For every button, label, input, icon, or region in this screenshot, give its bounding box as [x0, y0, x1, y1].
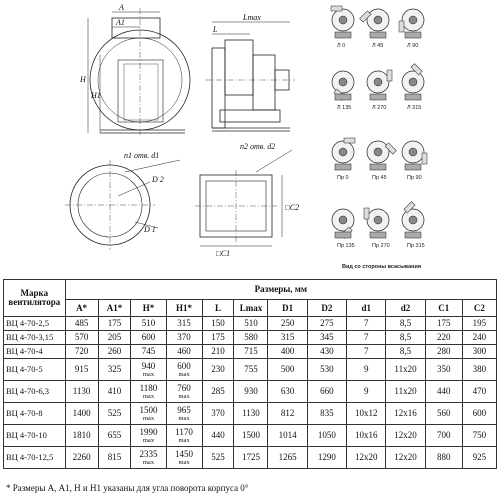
value-qualifier: max	[178, 370, 190, 378]
value-qualifier: max	[142, 392, 155, 400]
column-header: C1	[425, 300, 462, 317]
value-text: 925	[472, 452, 487, 462]
rotation-position-thumb	[332, 138, 355, 181]
value-text: 2260	[72, 452, 91, 462]
value-cell	[131, 345, 166, 359]
value-cell	[202, 381, 234, 403]
value-text: 715	[244, 346, 258, 356]
value-text: 720	[74, 346, 89, 356]
value-cell	[98, 381, 131, 403]
value-cell	[386, 345, 425, 359]
value-cell	[386, 317, 425, 331]
value-cell	[131, 331, 166, 345]
rotation-position-thumb	[399, 9, 424, 49]
value-text: 965	[177, 404, 191, 415]
value-cell	[65, 317, 98, 331]
round-flange-drawing	[65, 160, 180, 250]
rotation-position-label: Л 135	[337, 105, 352, 111]
value-cell	[425, 403, 462, 425]
value-cell	[425, 381, 462, 403]
value-cell	[268, 447, 307, 469]
value-cell	[98, 425, 131, 447]
value-text: 315	[280, 332, 295, 342]
value-cell	[462, 359, 496, 381]
value-cell	[347, 425, 386, 447]
value-text: 12x20	[394, 452, 417, 462]
value-text: 370	[211, 408, 225, 418]
value-cell	[131, 403, 166, 425]
column-header: H1*	[166, 300, 202, 317]
rotation-position-label: Л 270	[372, 105, 387, 111]
column-headers	[4, 300, 497, 317]
value-cell	[234, 317, 268, 331]
value-text: 812	[280, 408, 295, 418]
value-cell	[268, 317, 307, 331]
value-text: 1500	[241, 430, 260, 440]
model-name-cell: ВЦ 4-70-5	[4, 359, 66, 381]
column-header: D2	[307, 300, 346, 317]
value-cell	[347, 345, 386, 359]
rotation-position-label: Пр 315	[407, 243, 425, 249]
value-text: 1265	[278, 452, 297, 462]
value-text: 760	[177, 382, 191, 393]
dim-label-l: L	[213, 25, 218, 34]
value-cell	[166, 345, 202, 359]
value-text: 12x20	[354, 452, 378, 462]
value-text: 11x20	[394, 364, 417, 374]
column-header: C2	[462, 300, 496, 317]
value-cell	[166, 447, 202, 469]
value-text: 380	[472, 364, 487, 374]
value-text: 525	[107, 408, 122, 418]
value-text: 8,5	[399, 332, 412, 342]
value-text: 660	[320, 386, 334, 396]
rotation-position-thumb	[402, 141, 427, 181]
dim-label-h1: H1	[91, 91, 101, 100]
value-cell	[347, 447, 386, 469]
value-cell	[425, 317, 462, 331]
value-cell	[268, 359, 307, 381]
value-text: 10x12	[354, 408, 378, 418]
value-cell	[347, 317, 386, 331]
value-cell	[268, 331, 307, 345]
value-cell	[131, 447, 166, 469]
dim-label-c2: □C2	[285, 203, 300, 212]
value-text: 8,5	[399, 346, 412, 356]
value-text: 430	[320, 346, 334, 356]
value-text: 630	[280, 386, 295, 396]
model-name-cell: ВЦ 4-70-6,3	[4, 381, 66, 403]
value-text: 560	[436, 408, 451, 418]
header-dimensions: Размеры, мм	[65, 280, 496, 300]
value-cell	[307, 447, 346, 469]
value-cell	[307, 345, 346, 359]
value-cell	[462, 403, 496, 425]
rotation-position-thumb	[397, 64, 431, 111]
value-cell	[425, 359, 462, 381]
value-cell	[98, 359, 131, 381]
column-header: L	[202, 300, 234, 317]
positions-caption: Вид со стороны всасывания	[342, 264, 422, 270]
model-name-cell: ВЦ 4-70-3,15	[4, 331, 66, 345]
value-cell	[462, 447, 496, 469]
value-cell	[166, 317, 202, 331]
value-cell	[462, 381, 496, 403]
rotation-position-thumb	[367, 70, 392, 111]
value-cell	[268, 403, 307, 425]
value-text: 755	[244, 364, 258, 374]
value-text: 600	[141, 332, 156, 342]
value-cell	[98, 317, 131, 331]
value-text: 175	[436, 318, 451, 328]
column-header: Lmax	[234, 300, 268, 317]
dimensions-table-wrapper	[3, 279, 497, 469]
value-cell	[65, 331, 98, 345]
value-text: 600	[177, 360, 191, 371]
value-text: 410	[107, 386, 122, 396]
value-text: 1810	[72, 430, 91, 440]
value-text: 1170	[175, 426, 193, 437]
value-text: 175	[107, 318, 122, 328]
value-text: 325	[107, 364, 122, 374]
model-name-cell: ВЦ 4-70-2,5	[4, 317, 66, 331]
value-text: 485	[74, 318, 89, 328]
value-cell	[386, 359, 425, 381]
value-cell	[347, 381, 386, 403]
rotation-positions	[325, 2, 430, 249]
value-cell	[202, 345, 234, 359]
value-qualifier: max	[178, 414, 190, 422]
value-text: 315	[177, 318, 191, 328]
value-cell	[425, 331, 462, 345]
value-cell	[234, 447, 268, 469]
table-row	[4, 345, 497, 359]
value-text: 370	[177, 332, 191, 342]
value-cell	[131, 317, 166, 331]
value-cell	[202, 359, 234, 381]
value-text: 12x20	[394, 430, 417, 440]
column-header: d2	[386, 300, 425, 317]
value-cell	[347, 331, 386, 345]
value-cell	[234, 381, 268, 403]
value-qualifier: max	[142, 436, 155, 444]
value-cell	[462, 425, 496, 447]
value-text: 525	[211, 452, 225, 462]
value-cell	[462, 331, 496, 345]
value-cell	[347, 403, 386, 425]
value-cell	[386, 447, 425, 469]
value-text: 12x16	[394, 408, 417, 418]
value-text: 510	[244, 318, 258, 328]
value-text: 205	[107, 332, 122, 342]
value-text: 345	[320, 332, 334, 342]
value-cell	[425, 447, 462, 469]
table-row	[4, 331, 497, 345]
value-qualifier: max	[142, 414, 155, 422]
value-text: 745	[141, 346, 156, 356]
value-text: 460	[177, 346, 191, 356]
dim-label-n1: n1 отв. d1	[124, 151, 160, 160]
value-qualifier: max	[178, 458, 190, 466]
value-cell	[98, 331, 131, 345]
table-row	[4, 425, 497, 447]
value-text: 470	[472, 386, 487, 396]
model-name-cell: ВЦ 4-70-12,5	[4, 447, 66, 469]
model-name-cell: ВЦ 4-70-8	[4, 403, 66, 425]
dim-label-n2: n2 отв. d2	[240, 142, 276, 151]
value-text: 9	[363, 364, 369, 374]
value-cell	[307, 359, 346, 381]
model-name-cell: ВЦ 4-70-4	[4, 345, 66, 359]
dim-label-c1: □C1	[216, 249, 231, 258]
column-header: d1	[347, 300, 386, 317]
value-text: 510	[141, 318, 156, 328]
rotation-position-label: Пр 270	[372, 243, 390, 249]
value-text: 570	[74, 332, 89, 342]
value-text: 1130	[72, 386, 91, 396]
value-qualifier: max	[142, 370, 155, 378]
value-cell	[202, 317, 234, 331]
value-text: 8,5	[399, 318, 412, 328]
dim-label-h: H	[80, 75, 86, 84]
value-cell	[202, 331, 234, 345]
value-cell	[462, 345, 496, 359]
value-text: 1990	[139, 426, 158, 437]
dim-label-d1: D 1	[144, 225, 156, 234]
value-cell	[65, 403, 98, 425]
value-cell	[386, 331, 425, 345]
value-text: 600	[472, 408, 487, 418]
footnote: * Размеры А, А1, Н и Н1 указаны для угла поворота корпуса 0°	[6, 483, 249, 493]
value-text: 835	[320, 408, 334, 418]
side-view-drawing	[205, 22, 295, 131]
value-text: 400	[280, 346, 295, 356]
table-row	[4, 359, 497, 381]
value-text: 580	[244, 332, 258, 342]
rotation-position-label: Пр 0	[337, 175, 349, 181]
value-cell	[65, 425, 98, 447]
value-text: 1050	[317, 430, 336, 440]
value-text: 250	[280, 318, 295, 328]
square-flange-drawing	[195, 150, 292, 246]
value-text: 175	[211, 332, 225, 342]
rotation-position-thumb	[364, 208, 390, 249]
column-header: H*	[131, 300, 166, 317]
value-text: 150	[211, 318, 225, 328]
dimensions-table	[3, 279, 497, 469]
value-cell	[307, 381, 346, 403]
value-text: 1725	[241, 452, 260, 462]
value-text: 440	[211, 430, 225, 440]
value-cell	[202, 447, 234, 469]
table-row	[4, 381, 497, 403]
value-cell	[386, 381, 425, 403]
value-cell	[234, 345, 268, 359]
value-cell	[166, 331, 202, 345]
value-text: 2335	[139, 448, 158, 459]
value-text: 300	[472, 346, 487, 356]
rotation-position-label: Л 0	[337, 43, 346, 49]
value-cell	[65, 381, 98, 403]
dim-label-a1: A1	[116, 18, 125, 27]
value-cell	[202, 403, 234, 425]
rotation-position-label: Пр 135	[337, 243, 355, 249]
value-qualifier: max	[178, 392, 190, 400]
value-text: 240	[472, 332, 487, 342]
value-cell	[307, 403, 346, 425]
value-cell	[234, 331, 268, 345]
value-text: 1450	[175, 448, 194, 459]
rotation-position-label: Л 90	[407, 43, 419, 49]
dim-label-d2: D 2	[152, 175, 164, 184]
value-cell	[65, 359, 98, 381]
value-text: 530	[320, 364, 334, 374]
value-text: 285	[211, 386, 225, 396]
value-cell	[386, 425, 425, 447]
table-row	[4, 317, 497, 331]
value-cell	[425, 425, 462, 447]
value-text: 195	[472, 318, 487, 328]
value-cell	[98, 447, 131, 469]
value-qualifier: max	[178, 436, 190, 444]
value-text: 350	[436, 364, 451, 374]
value-text: 880	[436, 452, 451, 462]
value-cell	[234, 425, 268, 447]
value-cell	[166, 359, 202, 381]
rotation-position-label: Пр 45	[372, 175, 387, 181]
rotation-position-thumb	[325, 66, 359, 111]
model-name-cell: ВЦ 4-70-10	[4, 425, 66, 447]
value-text: 7	[363, 346, 369, 356]
rotation-position-thumb	[362, 134, 396, 181]
value-cell	[347, 359, 386, 381]
value-cell	[131, 425, 166, 447]
front-view-drawing	[88, 8, 190, 135]
column-header: A1*	[98, 300, 131, 317]
value-text: 10x16	[354, 430, 378, 440]
rotation-position-thumb	[395, 202, 429, 249]
value-cell	[234, 359, 268, 381]
value-cell	[307, 331, 346, 345]
rotation-position-label: Л 45	[372, 43, 384, 49]
table-row	[4, 447, 497, 469]
value-text: 280	[436, 346, 451, 356]
rotation-position-thumb	[327, 204, 361, 249]
rotation-position-label: Пр 90	[407, 175, 422, 181]
value-cell	[268, 381, 307, 403]
value-text: 7	[363, 332, 369, 342]
value-cell	[65, 447, 98, 469]
value-text: 11x20	[394, 386, 417, 396]
value-text: 1290	[317, 452, 336, 462]
value-text: 1400	[72, 408, 91, 418]
value-text: 915	[74, 364, 89, 374]
value-text: 220	[436, 332, 451, 342]
column-header: A*	[65, 300, 98, 317]
value-text: 500	[280, 364, 295, 374]
value-cell	[98, 345, 131, 359]
value-cell	[166, 425, 202, 447]
column-header: D1	[268, 300, 307, 317]
dim-label-lmax: Lmax	[243, 13, 261, 22]
value-cell	[234, 403, 268, 425]
header-model: Марка вентилятора	[4, 280, 66, 317]
value-text: 930	[244, 386, 258, 396]
value-text: 7	[363, 318, 369, 328]
value-text: 1130	[242, 408, 260, 418]
value-text: 1500	[139, 404, 158, 415]
value-cell	[307, 317, 346, 331]
table-row	[4, 403, 497, 425]
value-cell	[307, 425, 346, 447]
value-cell	[386, 403, 425, 425]
value-text: 1014	[278, 430, 297, 440]
value-cell	[462, 317, 496, 331]
value-cell	[166, 403, 202, 425]
value-text: 440	[436, 386, 451, 396]
value-cell	[268, 345, 307, 359]
value-text: 210	[211, 346, 225, 356]
value-text: 940	[141, 360, 156, 371]
value-text: 260	[107, 346, 122, 356]
value-cell	[131, 381, 166, 403]
value-text: 1180	[139, 382, 158, 393]
table-body	[4, 317, 497, 469]
rotation-position-label: Л 315	[407, 105, 422, 111]
dim-label-a: A	[119, 3, 124, 12]
rotation-position-thumb	[360, 2, 394, 49]
value-cell	[98, 403, 131, 425]
value-text: 815	[107, 452, 122, 462]
value-text: 9	[363, 386, 369, 396]
value-text: 750	[472, 430, 487, 440]
value-text: 230	[211, 364, 225, 374]
value-text: 700	[436, 430, 451, 440]
value-cell	[65, 345, 98, 359]
value-cell	[166, 381, 202, 403]
value-text: 655	[107, 430, 122, 440]
value-qualifier: max	[142, 458, 155, 466]
value-cell	[131, 359, 166, 381]
rotation-position-thumb	[331, 6, 354, 49]
value-cell	[268, 425, 307, 447]
value-cell	[202, 425, 234, 447]
value-cell	[425, 345, 462, 359]
value-text: 275	[320, 318, 334, 328]
